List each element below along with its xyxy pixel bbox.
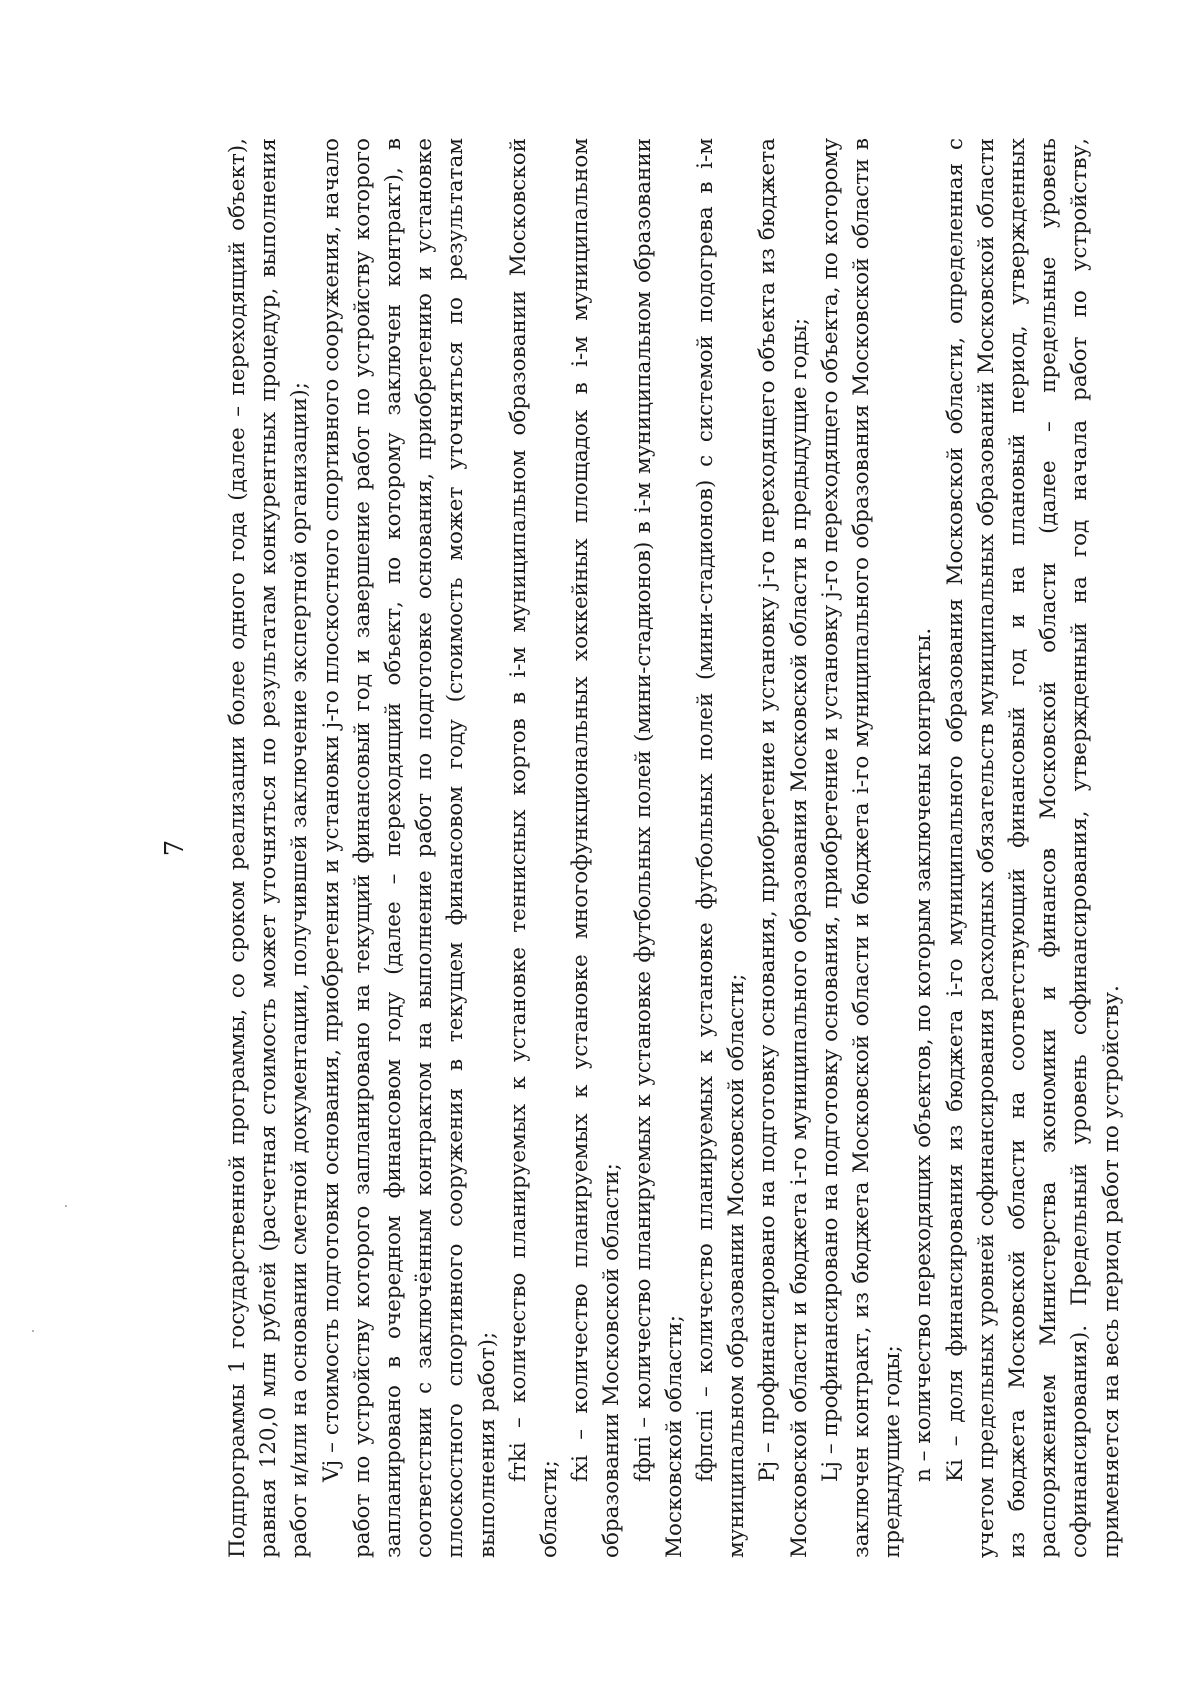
paragraph-vj-definition: Vj – стоимость подготовки основания, приобретения и установки j-го плоскостного спортивного сооружения, начало работ по устройству которого запланировано на текущий финансовый год и завершение работ по устройству которого запланировано в очередном финансовом году (далее – переходящий объект, по которому заключен контракт), в соответствии с заключённым контрактом на выполнение работ по подготовке основания, приобретению и установке плоскостного спортивного сооружения в текущем финансовом году (стоимость может уточняться по результатам выполнения работ);	[318, 138, 500, 1558]
rotated-page-content	[160, 138, 1124, 1558]
paragraph-n-definition: n – количество переходящих объектов, по которым заключены контракты.	[911, 627, 937, 1482]
paragraph-ffpi-definition: fфпi – количество планируемых к установке футбольных полей (мини-стадионов) в i-м муниципальном образовании Московской области;	[630, 138, 687, 1558]
page-number: 7	[160, 839, 190, 857]
scan-speck	[32, 1330, 34, 1332]
paragraph-ki-definition: Ki – доля финансирования из бюджета i-го муниципального образования Московской области, определенная с учетом предельных уровней софинансирования расходных обязательств муниципальных образований Московской области из бюджета Московской области на соответствующий финансовый год и на плановый период, утвержденных распоряжением Министерства экономики и финансов Московской области (далее – предельные уровень софинансирования). Предельный уровень софинансирования, утвержденный на год начала работ по устройству, применяется на весь период работ по устройству.	[942, 138, 1124, 1558]
body-text	[222, 138, 1127, 1558]
paragraph-pj-definition: Pj – профинансировано на подготовку основания, приобретение и установку j-го переходящего объекта из бюджета Московской области и бюджета i-го муниципального образования Московской области в предыдущие годы;	[755, 138, 812, 1558]
paragraph-ftki-definition: fтki – количество планируемых к установке теннисных кортов в i-м муниципальном образовании Московской области;	[505, 138, 563, 1558]
paragraph-lj-definition: Lj – профинансировано на подготовку основания, приобретение и установку j-го переходящего объекта, по которому заключен контракт, из бюджета Московской области и бюджета i-го муниципального образования Московской области в предыдущие годы;	[817, 138, 906, 1558]
paragraph-fxi-definition: fxi – количество планируемых к установке многофункциональных хоккейных площадок в i-м муниципальном образовании Московской области;	[568, 138, 625, 1558]
paragraph-intro-continuation: Подпрограммы 1 государственной программы, со сроком реализации более одного года (далее – переходящий объект), равная 120,0 млн рублей (расчетная стоимость может уточняться по результатам конкурентных процедур, выполнения работ и/или на основании сметной документации, получившей заключение экспертной организации);	[225, 138, 313, 1558]
scan-speck	[65, 1205, 67, 1207]
paragraph-ffpspi-definition: fфпспi – количество планируемых к установке футбольных полей (мини-стадионов) с системой подогрева в i-м муниципальном образовании Московской области;	[693, 138, 750, 1558]
